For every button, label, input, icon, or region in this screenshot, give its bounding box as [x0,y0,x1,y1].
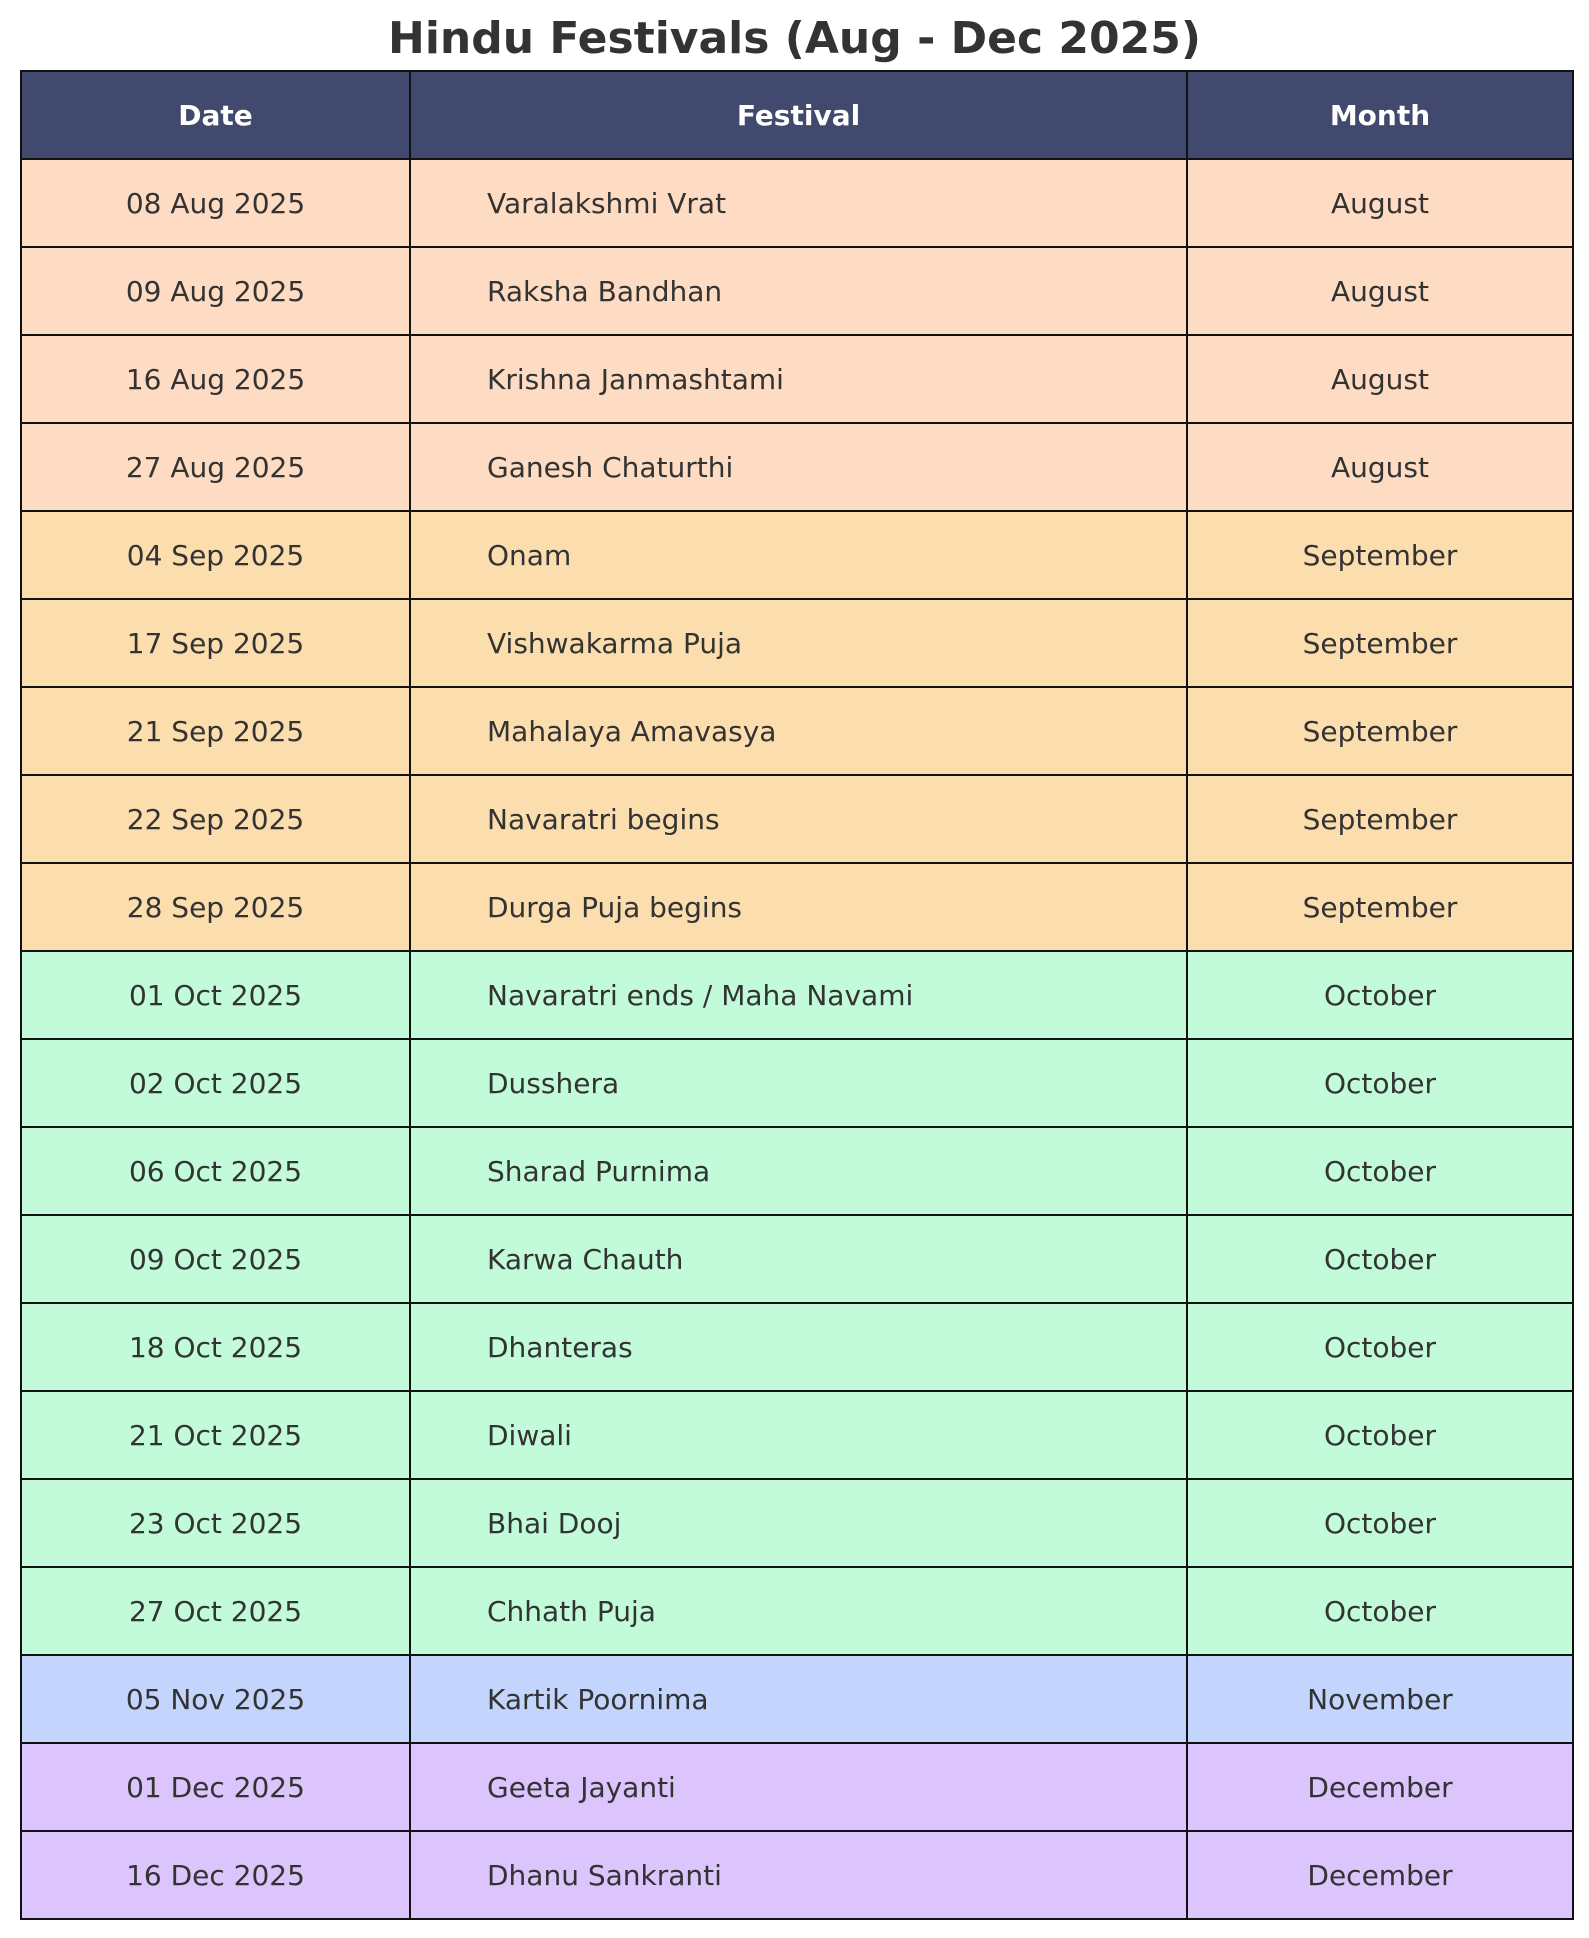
month-cell: October [1187,1391,1573,1479]
table-row [21,775,1573,863]
date-cell: 18 Oct 2025 [21,1303,410,1391]
month-cell: October [1187,1479,1573,1567]
table-row [21,687,1573,775]
date-cell: 04 Sep 2025 [21,511,410,599]
festival-cell: Onam [410,511,1187,599]
table-row [21,1655,1573,1743]
festival-cell: Raksha Bandhan [410,247,1187,335]
festival-cell: Varalakshmi Vrat [410,159,1187,247]
table-row [21,1039,1573,1127]
festival-cell: Diwali [410,1391,1187,1479]
table-row [21,1391,1573,1479]
month-cell: October [1187,1039,1573,1127]
table-row [21,1479,1573,1567]
month-cell: September [1187,687,1573,775]
table-row [21,1743,1573,1831]
festival-cell: Sharad Purnima [410,1127,1187,1215]
festival-cell: Bhai Dooj [410,1479,1187,1567]
festival-cell: Durga Puja begins [410,863,1187,951]
date-cell: 27 Aug 2025 [21,423,410,511]
festival-cell: Vishwakarma Puja [410,599,1187,687]
month-cell: September [1187,863,1573,951]
festival-cell: Ganesh Chaturthi [410,423,1187,511]
table-row [21,159,1573,247]
table-row [21,1127,1573,1215]
month-cell: December [1187,1831,1573,1919]
festival-cell: Krishna Janmashtami [410,335,1187,423]
month-cell: December [1187,1743,1573,1831]
date-cell: 22 Sep 2025 [21,775,410,863]
date-cell: 02 Oct 2025 [21,1039,410,1127]
header-month: Month [1187,71,1573,159]
table-row [21,951,1573,1039]
month-cell: August [1187,335,1573,423]
month-cell: October [1187,1215,1573,1303]
festival-cell: Dhanteras [410,1303,1187,1391]
table-header [21,71,1573,159]
date-cell: 17 Sep 2025 [21,599,410,687]
table-body [21,159,1573,1919]
month-cell: August [1187,159,1573,247]
table-row [21,863,1573,951]
header-row [21,71,1573,159]
date-cell: 08 Aug 2025 [21,159,410,247]
festival-cell: Kartik Poornima [410,1655,1187,1743]
month-cell: August [1187,247,1573,335]
festival-cell: Dusshera [410,1039,1187,1127]
table-row [21,335,1573,423]
month-cell: August [1187,423,1573,511]
header-festival: Festival [410,71,1187,159]
month-cell: September [1187,599,1573,687]
festival-cell: Geeta Jayanti [410,1743,1187,1831]
table-title: Hindu Festivals (Aug - Dec 2025) [388,13,1201,64]
table-row [21,1215,1573,1303]
festival-cell: Dhanu Sankranti [410,1831,1187,1919]
month-cell: October [1187,1303,1573,1391]
date-cell: 09 Aug 2025 [21,247,410,335]
table-row [21,1567,1573,1655]
table-row [21,599,1573,687]
date-cell: 16 Dec 2025 [21,1831,410,1919]
date-cell: 16 Aug 2025 [21,335,410,423]
date-cell: 27 Oct 2025 [21,1567,410,1655]
date-cell: 09 Oct 2025 [21,1215,410,1303]
date-cell: 21 Sep 2025 [21,687,410,775]
festival-cell: Navaratri ends / Maha Navami [410,951,1187,1039]
table-row [21,247,1573,335]
month-cell: November [1187,1655,1573,1743]
festival-cell: Mahalaya Amavasya [410,687,1187,775]
date-cell: 21 Oct 2025 [21,1391,410,1479]
header-date: Date [21,71,410,159]
date-cell: 28 Sep 2025 [21,863,410,951]
table-row [21,423,1573,511]
date-cell: 01 Dec 2025 [21,1743,410,1831]
month-cell: October [1187,1127,1573,1215]
month-cell: September [1187,511,1573,599]
date-cell: 06 Oct 2025 [21,1127,410,1215]
table-row [21,1303,1573,1391]
month-cell: September [1187,775,1573,863]
date-cell: 01 Oct 2025 [21,951,410,1039]
festival-table [20,70,1574,1920]
month-cell: October [1187,1567,1573,1655]
festival-cell: Navaratri begins [410,775,1187,863]
date-cell: 05 Nov 2025 [21,1655,410,1743]
month-cell: October [1187,951,1573,1039]
date-cell: 23 Oct 2025 [21,1479,410,1567]
festival-cell: Chhath Puja [410,1567,1187,1655]
table-row [21,1831,1573,1919]
festival-cell: Karwa Chauth [410,1215,1187,1303]
table-row [21,511,1573,599]
